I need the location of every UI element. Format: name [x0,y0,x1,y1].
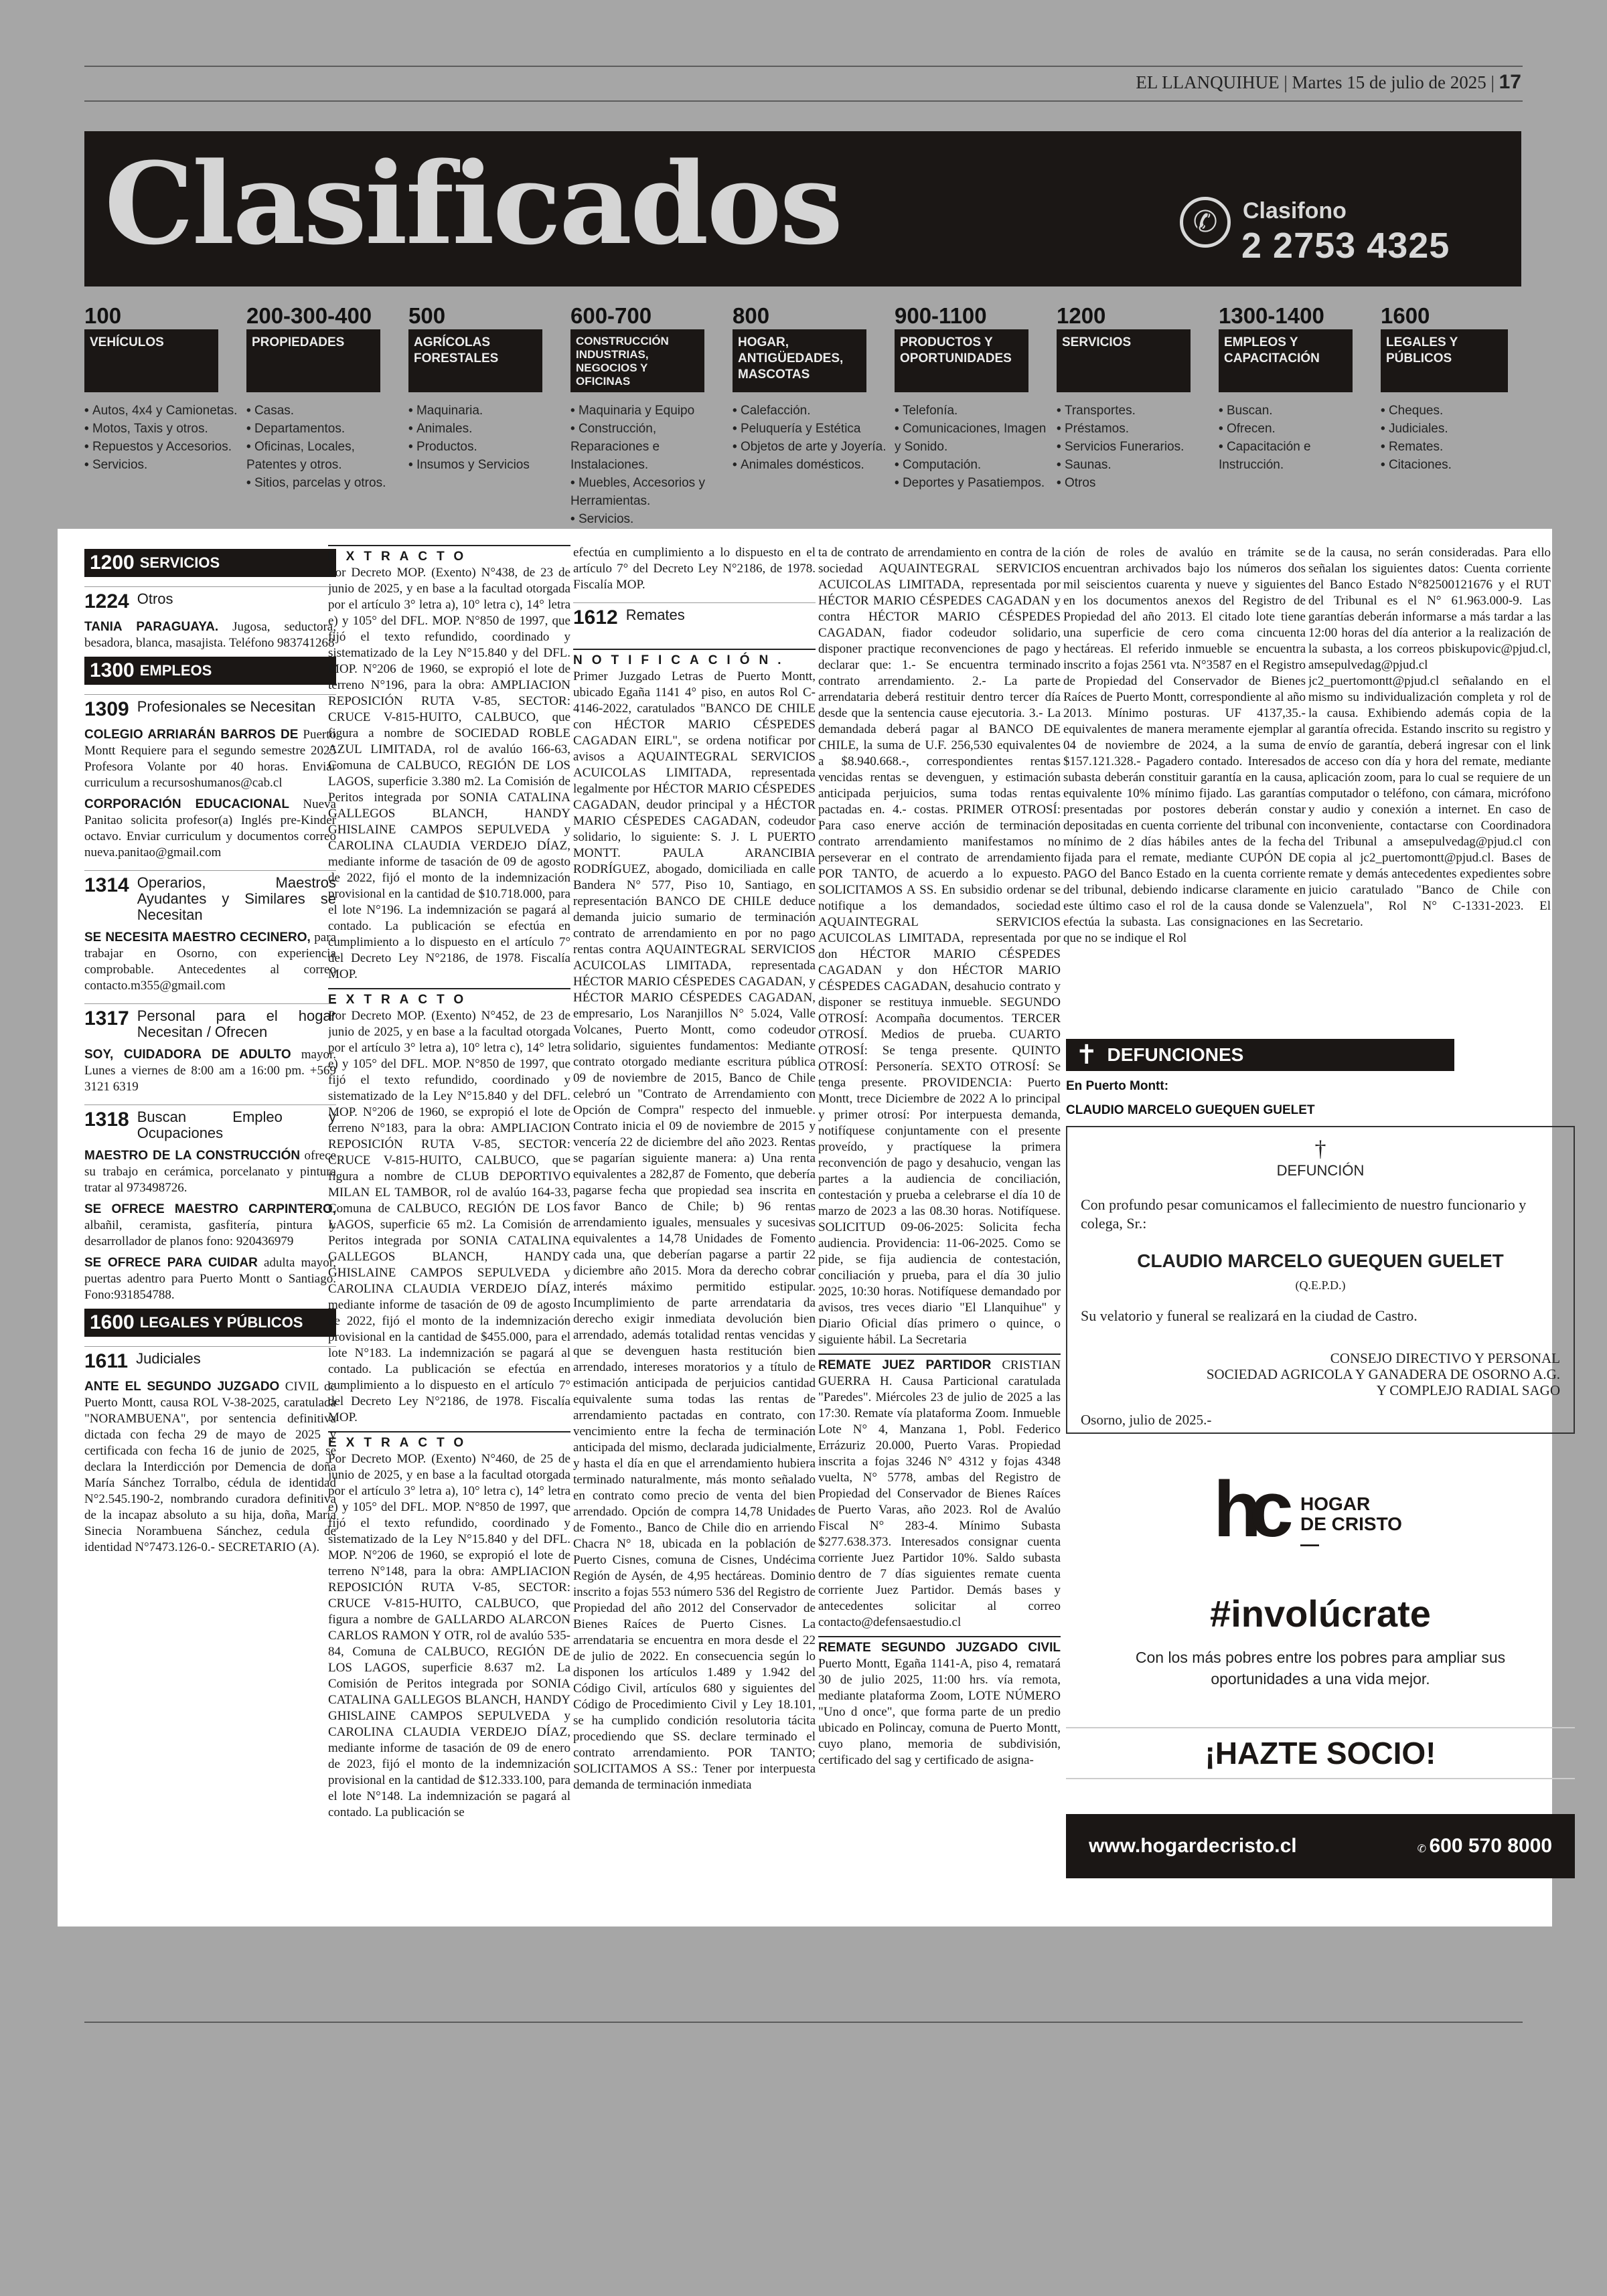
phone-icon: ✆ [1417,1843,1430,1855]
category-items [895,402,1049,492]
hogar-de-cristo-brand [1300,1494,1402,1554]
signature-line: CONSEJO DIRECTIVO Y PERSONAL [1330,1350,1560,1366]
classifieds-page [58,529,1560,1926]
notificacion-heading: NOTIFICACIÓN. [573,649,816,669]
cross-icon: † [1314,1137,1326,1161]
category-1600 [1381,303,1521,534]
subsection-1318 [84,1104,336,1141]
classified-ad [84,727,336,791]
category-item: • Cheques. [1381,402,1521,420]
category-item: • Capacitación e Instrucción. [1219,438,1373,474]
section-number: 1200 [84,555,140,571]
classified-ad [84,1379,336,1556]
subsection-title: Profesionales se Necesitan [137,698,316,715]
ad-lead: ANTE EL SEGUNDO JUZGADO [84,1380,280,1394]
notificacion-notice: Primer Juzgado Letras de Puerto Montt, ubicado Egaña 1141 4° piso, en autos Rol C- 4146-2022, caratulados "BANCO DE CHILE con HÉCTOR MARIO CÉSPEDES CAGADAN EIRL", se ordena notificar por avisos a AQUAINTEGRAL SERVICIOS ACUICOLAS LIMITADA, representada legalmente por HÉCTOR MARIO CÉSPEDES CAGADAN, deudor principal y a HÉCTOR MARIO CÉSPEDES CAGADAN, codeudor solidario, lo siguiente: S. J. L PUERTO MONTT. PAULA ARANCIBIA RODRÍGUEZ, abogado, domiciliada en calle Bandera N° 577, Piso 10, Santiago, en representación BANCO DE CHILE deduce demanda juicio sumario de terminación contrato de arrendamiento en por no pago rentas contra AQUAINTEGRAL SERVICIOS ACUICOLAS LIMITADA, representada HÉCTOR MARIO CÉSPEDES CAGADAN, y HÉCTOR MARIO CÉSPEDES CAGADAN, empresario, Los Naranjillos N° 5.024, Valle Volcanes, Puerto Montt, como codeudor solidario, siguientes fundamentos: Mediante contrato otorgado mediante escritura pública 09 de noviembre de 2015, Banco de Chile celebró un "Contrato de Arrendamiento con Opción de Compra" respecto del inmueble. Contrato inicia el 09 de noviembre de 2015 y vencería 22 de diciembre del año 2023. Rentas se pagarían siguiente manera: a) Una renta equivalentes a 282,87 de Fomento, que debería pagarse fecha que propiedad sea inscrita en favor Banco de Chile; b) 96 rentas arrendamiento iguales, mensuales y sucesivas equivalentes a 14,78 Unidades de Fomento cada una, que deberían pagarse a partir 22 diciembre año 2015. Mora da derecho cobrar interés máximo permitido estipular. Incumplimiento de parte arrendataria da derecho exigir inmediata devolución bien arrendado, además totalidad rentas vencidas y que se devenguen hasta restitución bien arrendado, intereses moratorios y a título de estimación anticipada de perjuicios cantidad equivalente suma todas las rentas de arrendamiento pactadas en contrato, con vencimiento entre la fecha de terminación anticipada del mismo, declarada judicialmente, y hasta el día en que el arrendamiento hubiera terminado naturalmente, más monto señalado en contrato como precio de venta del bien arrendado. Opción de compra 14,78 Unidades de Fomento., Banco de Chile dio en arriendo Chacra N° 18, ubicada en la población de Puerto Cisnes, comuna de Cisnes, Undécima Región de Aysén, de 4,95 hectáreas. Dominio inscrito a fojas 553 número 536 del Registro de Propiedad del año 2012 del Conservador de Bienes Raíces de Puerto Cisnes. La arrendataria se encuentra en mora desde el 22 de julio de 2022. En consecuencia según lo disponen los artículos 1.489 y 1.942 del Código Civil, artículos 680 y siguientes del Código de Procedimiento Civil y Ley 18.101, se ha cumplido condición resolutoria tácita procediendo que SS. declare terminado el contrato arrendamiento. POR TANTO; SOLICITAMOS A SS.: Tener por interpuesta demanda de terminación inmediata [573,669,816,1792]
classified-ad [84,1202,336,1250]
remate-notice [818,1354,1061,1631]
category-200-300-400 [246,303,400,534]
brand-line: HOGAR [1300,1493,1371,1514]
category-code: 100 [84,303,122,328]
category-name: EMPLEOS Y CAPACITACIÓN [1219,329,1353,392]
category-item: • Animales. [408,420,562,438]
category-items [733,402,887,474]
subsection-title: Personal para el hogar Necesitan / Ofrecen [137,1007,336,1040]
column-1 [84,545,336,1917]
category-name: AGRÍCOLAS FORESTALES [408,329,542,392]
ad-text: mayor. Lunes a viernes de 8:00 am a 16:00 pm. +569 3121 6319 [84,1048,336,1094]
page-number: 17 [1499,71,1521,93]
category-item: • Servicios Funerarios. [1057,438,1211,456]
ad-text: Nueva Panitao solicita profesor(a) Inglés pre-Kinder octavo. Enviar curriculum y documentos correo nueva.panitao@gmail.com [84,797,336,859]
ad-lead: REMATE SEGUNDO JUZGADO CIVIL [818,1641,1061,1655]
section-header-1600 [84,1309,336,1337]
category-item: • Servicios. [84,456,238,474]
category-items [1057,402,1211,492]
subsection-title: Judiciales [136,1350,201,1367]
category-1200 [1057,303,1211,534]
ad-lead: REMATE JUEZ PARTIDOR [818,1358,992,1372]
classified-ad [84,619,336,651]
subsection-title: Operarios, Maestros Ayudantes y Similares se Necesitan [137,874,336,923]
phone-group [1418,1835,1552,1858]
classified-ad [84,1047,336,1095]
category-items [84,402,238,474]
category-item: • Oficinas, Locales, Patentes y otros. [246,438,400,474]
classifieds-banner [84,131,1521,286]
subsection-title: Otros [137,590,173,607]
category-items [246,402,400,492]
category-item: • Motos, Taxis y otros. [84,420,238,438]
subsection-1314 [84,870,336,923]
subsection-number: 1317 [84,1007,129,1030]
category-code: 1600 [1381,303,1430,328]
category-item: • Productos. [408,438,562,456]
ad-lead: SE OFRECE PARA CUIDAR [84,1256,258,1270]
subsection-1317 [84,1003,336,1040]
masthead-rule [84,100,1523,102]
category-item: • Departamentos. [246,420,400,438]
section-title: SERVICIOS [139,554,220,571]
defunciones-city: En Puerto Montt: [1066,1079,1169,1093]
category-item: • Transportes. [1057,402,1211,420]
classified-ad [84,1255,336,1303]
cross-icon: ✝ [1075,1040,1098,1070]
column-3 [573,545,816,1917]
category-code: 200-300-400 [246,303,372,328]
ad-lead: CORPORACIÓN EDUCACIONAL [84,797,289,811]
category-900-1100 [895,303,1049,534]
classified-ad [84,1148,336,1196]
subsection-number: 1314 [84,874,129,896]
section-title: LEGALES Y PÚBLICOS [139,1314,303,1331]
section-number: 1300 [84,663,140,679]
category-800 [733,303,887,534]
ad-lead: COLEGIO ARRIARÁN BARROS DE [84,728,299,742]
category-items [570,402,724,528]
brand-dash: — [1300,1534,1319,1554]
obituary-notice [1066,1126,1575,1434]
category-item: • Peluquería y Estética [733,420,887,438]
category-code: 500 [408,303,446,328]
obituary-title: DEFUNCIÓN [1276,1162,1365,1179]
ad-text: CIVIL de Puerto Montt, causa ROL V-38-2025, caratulada "NORAMBUENA", por sentencia definitiva dictada con fecha 29 de mayo de 2025 y certificada con fecha 16 de junio de 2025, se declara la Interdicción por Demencia de doña María Sánchez Torralbo, cédula de identidad N°2.545.190-2, nombrando curadora definitiva de la incapaz absoluto a su hija, doña, María Sinecia Norambuena Sánchez, cedula de identidad N°7473.126-0.- SECRETARIO (A). [84,1380,336,1554]
column-5 [1063,545,1306,1027]
category-item: • Insumos y Servicios [408,456,562,474]
subsection-number: 1224 [84,590,129,612]
category-item: • Otros [1057,474,1211,492]
category-item: • Muebles, Accesorios y Herramientas. [570,474,724,510]
category-index [84,303,1521,534]
category-item: • Citaciones. [1381,456,1521,474]
clasifono-number: 2 2753 4325 [1241,226,1450,266]
join-cta: ¡HAZTE SOCIO! [1066,1727,1575,1779]
category-name: PRODUCTOS Y OPORTUNIDADES [895,329,1028,392]
extracto-heading: EXTRACTO [328,988,570,1008]
category-name: VEHÍCULOS [84,329,218,392]
defunciones-header [1066,1039,1454,1071]
remate-continued: de la causa, no serán consideradas. Para ello señalan los siguientes datos: Cuenta corriente del Banco Estado N°82500121676 y el RUT del Tribunal es el N° 61.963.000-9. Las garantías deberán informarse a más tardar a las 12:00 horas del día anterior a la realización de la subasta, a los correos pbiskupovic@pjud.cl, amsepulvedag@pjud.cl jc2_puertomontt@pjud.cl señalando en el mismo su individualización completa y rol de la causa. Exhibiendo además copia de la garantía ofrecida. Estando inscrito su registro y envío de garantía, deberá ingresar con el link de acceso con día y hora del remate, mediante aplicación zoom, para lo cual se requiere de un computador o teléfono, con cámara, micrófono y audio y conexión a internet. En caso de inconveniente, contactarse con Coordinadora del Tribunal a amsepulvedag@pjud.cl con copia al jc2_puertomontt@pjud.cl. Bases de remate y demás antecedentes expedientes sobre juicio caratulado "Banco de Chile con Valenzuela", Rol N° C-1331-2023. El Secretario. [1308,546,1551,929]
category-items [1219,402,1373,474]
category-item: • Computación. [895,456,1049,474]
obituary-name: CLAUDIO MARCELO GUEQUEN GUELET [1137,1250,1504,1271]
category-item: • Construcción, Reparaciones e Instalaciones. [570,420,724,474]
obituary-signature [1067,1350,1560,1398]
extracto-heading: EXTRACTO [328,545,570,565]
category-item: • Objetos de arte y Joyería. [733,438,887,456]
issue-date: Martes 15 de julio de 2025 [1292,72,1486,92]
remate-notice [818,1636,1061,1769]
ad-text: albañil, ceramista, gasfitería, pintura y desarrollador de planos fono: 920436979 [84,1218,336,1248]
ad-lead: MAESTRO DE LA CONSTRUCCIÓN [84,1149,301,1163]
category-500 [408,303,562,534]
category-name: HOGAR, ANTIGÜEDADES, MASCOTAS [733,329,866,392]
column-4 [818,545,1061,1917]
column-2 [328,545,570,1917]
category-item: • Sitios, parcelas y otros. [246,474,400,492]
classified-ad [84,797,336,861]
category-100 [84,303,238,534]
category-item: • Préstamos. [1057,420,1211,438]
category-code: 1300-1400 [1219,303,1324,328]
category-item: • Deportes y Pasatiempos. [895,474,1049,492]
category-item: • Casas. [246,402,400,420]
phone-icon: ✆ [1180,197,1231,248]
subsection-title: Buscan Empleo y Ocupaciones [137,1109,336,1141]
category-item: • Animales domésticos. [733,456,887,474]
extracto-notice: Por Decreto MOP. (Exento) N°460, de 25 de junio de 2025, y en base a la facultad otorgada por el artículo 3° letra a), 10° letra c), 14° letra e) y 105° del DFL. MOP. N°850 de 1997, que fijó el texto refundido, coordinado y sistematizado de la Ley N°15.840 y del DFL. MOP. N°206 de 1960, se expropió el lote de terreno N°148, para la obra: AMPLIACION REPOSICIÓN RUTA V-85, SECTOR: CRUCE V-815-HUITO, CALBUCO, que figura a nombre de GALLARDO ALARCON CARLOS RAMON Y OTR, rol de avalúo 535-84, Comuna de CALBUCO, REGIÓN DE LOS LAGOS, superficie 8.637 m2. La Comisión de Peritos integrada por SONIA CATALINA GALLEGOS BLANCH, HANDY GHISLAINE CAMPOS SEPULVEDA y CAROLINA CLAUDIA VERDEJO DÍAZ, mediante informe de tasación de 09 de enero de 2023, fijó el monto de la indemnización provisional en la cantidad de $12.333.100, para el lote N°148. La indemnización se pagará al contado. La publicación se [328,1452,570,1819]
subsection-1611 [84,1346,336,1372]
category-items [1381,402,1521,474]
subsection-1612 [573,602,816,629]
section-title: EMPLEOS [139,662,212,679]
campaign-hashtag: #involúcrate [1210,1592,1431,1635]
category-item: • Repuestos y Accesorios. [84,438,238,456]
ad-lead: SE NECESITA MAESTRO CECINERO, [84,930,311,945]
ad-text: ofrece su trabajo en cerámica, porcelanato y pintura tratar al 973498726. [84,1149,336,1195]
category-name: CONSTRUCCIÓN INDUSTRIAS, NEGOCIOS Y OFICINAS [570,329,704,392]
obituary-qepd: (Q.E.P.D.) [1295,1279,1346,1292]
bottom-rule [84,2022,1523,2023]
category-item: • Telefonía. [895,402,1049,420]
ad-text: adulta mayor, puertas adentro para Puerto Montt o Santiago. Fono:931854788. [84,1256,336,1302]
section-header-1200 [84,549,336,577]
subsection-number: 1318 [84,1109,129,1131]
section-title: Clasificados [104,137,842,270]
website-link[interactable]: www.hogardecristo.cl [1089,1835,1297,1857]
ad-lead: SE OFRECE MAESTRO CARPINTERO, [84,1202,336,1216]
category-item: • Buscan. [1219,402,1373,420]
category-item: • Judiciales. [1381,420,1521,438]
ad-text: CRISTIAN GUERRA H. Causa Particional caratulada "Paredes". Miércoles 23 de julio de 2025 a las 17:30. Remate vía plataforma Zoom. Inmueble Lote N° 4, Manzana 1, Pobl. Federico Errázuriz 20.000, Puerto Varas. Propiedad inscrita a fojas 3246 N° 4312 y fojas 4348 vuelta, N° 5778, ambas del Registro de Propiedad del Conservador de Bienes Raíces de Puerto Varas, año 2023. Rol de Avalúo Fiscal N° 283-4. Mínimo Subasta $277.638.373. Interesados consignar cuenta corriente Juez Partidor 10%. Saldo subasta dentro de 7 días siguientes remate cuenta corriente Juez Partidor. Demás bases y antecedentes solicitar al correo contacto@defensaestudio.cl [818,1358,1061,1629]
category-item: • Saunas. [1057,456,1211,474]
category-code: 600-700 [570,303,652,328]
category-item: • Maquinaria y Equipo [570,402,724,420]
subsection-number: 1611 [84,1350,129,1372]
category-name: PROPIEDADES [246,329,380,392]
defunciones-title: DEFUNCIONES [1107,1044,1244,1065]
subsection-1224 [84,586,336,612]
category-items [408,402,562,474]
section-number: 1600 [84,1315,140,1331]
notice-continued: efectúa en cumplimiento a lo dispuesto en el artículo 7° del Decreto Ley N°2186, de 1978. Fiscalía MOP. [573,546,816,592]
ad-text: para trabajar en Osorno, con experiencia comprobable. Antecedentes al correo contacto.m355@gmail.com [84,930,336,993]
phone-number: 600 570 8000 [1429,1835,1552,1857]
classified-ad [84,930,336,994]
category-1300-1400 [1219,303,1373,534]
brand-line: DE CRISTO [1300,1513,1402,1534]
notificacion-continued: ta de contrato de arrendamiento en contra de la sociedad AQUAINTEGRAL SERVICIOS ACUICOLAS LIMITADA, representada por HÉCTOR MARIO CÉSPEDES CAGADAN y contra HÉCTOR MARIO CÉSPEDES CAGADAN, fiador codeudor solidario, disponer practique reconvenciones de pago y declarar que: 1.- Se encuentra terminado contrato arrendamiento. 2.- La parte arrendataria deberá restituir dentro tercer día desde que la sentencia cause ejecutoria. 3.- La demandada deberá pagar al BANCO DE CHILE, la suma de U.F. 256,530 equivalentes a $8.940.668.-, correspondientes rentas vencidas rentas se devenguen, y estimación anticipada perjuicios, suma todas rentas pactadas en. 4.- costas. PRIMER OTROSÍ: Para caso enerve acción de terminación contrato arrendamiento manifestamos no perseverar en el contrato de arrendamiento POR TANTO, de acuerdo a lo expuesto. SOLICITAMOS A SS. En subsidio ordenar se notifique a los demandados, sociedad AQUAINTEGRAL SERVICIOS ACUICOLAS LIMITADA, representada por don HÉCTOR MARIO CÉSPEDES CAGADAN y don HÉCTOR MARIO CÉSPEDES CAGADAN, desahucio contrato y disponer se restituya inmueble. SEGUNDO OTROSÍ: Acompaña documentos. TERCER OTROSÍ. Medios de prueba. CUARTO OTROSÍ: Se tenga presente. QUINTO OTROSÍ: Personería. SEXTO OTROSÍ: Se tenga presente. PROVIDENCIA: Puerto Montt, trece Diciembre de 2022 A lo principal y primer otrosí: Por interpuesta demanda, notifíquese conjuntamente con el presente proveído, y practíquese la primera reconvención de pago y desahucio, vengan las partes a la audiencia de conciliación, contestación y prueba a celebrarse el día 10 de marzo de 2023 a las 08.30 horas. Notifíquese. SOLICITUD 09-06-2025: Solicita fecha audiencia. Providencia: 11-06-2025. Como se pide, se fija audiencia de contestación, conciliación y prueba, para el día 30 julio 2025, 10:30 horas. Notifíquese demandado por avisos, tres veces diario "El Llanquihue" y Diario Oficial días primero o quince, o siguiente hábil. La Secretaria [818,546,1061,1347]
extracto-notice: Por Decreto MOP. (Exento) N°438, de 23 de junio de 2025, y en base a la facultad otorgada por el artículo 3° letra a), 10° letra c), 14° letra e) y 105° del DFL. MOP. N°850 de 1997, que fijó el texto refundido, coordinado y sistematizado de la Ley N°15.840 y del DFL. MOP. N°206 de 1960, se expropió el lote de terreno N°196, para la obra: AMPLIACION REPOSICIÓN RUTA V-85, SECTOR: CRUCE V-815-HUITO, CALBUCO, que figura a nombre de SOCIEDAD ROBLE AZUL LIMITADA, rol de avalúo 166-63, Comuna de CALBUCO, REGIÓN DE LOS LAGOS, superficie 3.380 m2. La Comisión de Peritos integrada por SONIA CATALINA GALLEGOS BLANCH, HANDY GHISLAINE CAMPOS SEPULVEDA y CAROLINA CLAUDIA VERDEJO DÍAZ, mediante informe de tasación de 09 de agosto de 2022, fijó el monto de la indemnización provisional en la cantidad de $10.718.000, para el lote N°196. La indemnización se pagará al contado. La publicación se efectúa en cumplimiento a lo dispuesto en el artículo 7° del Decreto Ley N°2186, de 1978. Fiscalía MOP. [328,566,570,981]
paper-name: EL LLANQUIHUE [1136,72,1280,92]
ad-lead: TANIA PARAGUAYA. [84,620,219,634]
ad-lead: SOY, CUIDADORA DE ADULTO [84,1048,291,1062]
category-item: • Servicios. [570,510,724,528]
section-header-1300 [84,657,336,685]
obituary-place-date: Osorno, julio de 2025.- [1081,1412,1212,1428]
hogar-de-cristo-ad [1066,1446,1575,1901]
masthead: EL LLANQUIHUE | Martes 15 de julio de 2025 | 17 [1136,71,1521,93]
subsection-number: 1612 [573,606,618,629]
category-name: LEGALES Y PÚBLICOS [1381,329,1508,392]
signature-line: Y COMPLEJO RADIAL SAGO [1376,1382,1560,1398]
hogar-de-cristo-logo: hc [1213,1465,1282,1554]
category-code: 900-1100 [895,303,987,328]
category-600-700 [570,303,724,534]
ad-text: Puerto Montt Requiere para el segundo semestre 2025 Profesora Volante por 40 horas. Enviar curriculum a recursoshumanos@cab.cl [84,728,336,790]
remate-continued: ción de roles de avalúo en trámite se encuentran archivados bajo los números dos mil seiscientos cuarenta y nueve y siguientes en los documentos anexos del Registro de Propiedad del año 2013. El citado lote tiene una superficie de cero coma cincuenta hectáreas. El referido inmueble se encuentra inscrito a fojas 2561 vta. N°3587 en el Registro de Propiedad del Conservador de Bienes Raíces de Puerto Montt, correspondiente al año 2013. Mínimo posturas. UF 4137,35.- equivalentes de manera meramente ejemplar al 04 de noviembre de 2024, a la suma de $157.121.328.- Pagadero contado. Interesados subasta deberán constituir garantía en la causa, equivalente 10% mínimo fijado. Las garantías presentadas por postores deberán constar depositadas en cuenta corriente del tribunal con mínimo de 2 días hábiles antes de la fecha fijada para el remate, mediante CUPÓN DE PAGO del Banco Estado en la cuenta corriente del tribunal, debiendo indicarse claramente en este último caso el rol de la causa donde se efectúa la subasta. Las consignaciones en las que no se indique el Rol [1063,546,1306,945]
category-code: 800 [733,303,770,328]
signature-line: SOCIEDAD AGRICOLA Y GANADERA DE OSORNO A.G. [1206,1366,1560,1382]
campaign-subtitle: Con los más pobres entre los pobres para ampliar sus oportunidades a una vida mejor. [1135,1649,1506,1688]
top-rule [84,66,1523,67]
column-6 [1308,545,1551,1027]
subsection-number: 1309 [84,698,129,720]
subsection-title: Remates [625,606,685,623]
category-item: • Remates. [1381,438,1521,456]
category-item: • Ofrecen. [1219,420,1373,438]
category-item: • Autos, 4x4 y Camionetas. [84,402,238,420]
category-item: • Comunicaciones, Imagen y Sonido. [895,420,1049,456]
extracto-notice: Por Decreto MOP. (Exento) N°452, de 23 de junio de 2025, y en base a la facultad otorgada por el artículo 3° letra a), 10° letra c), 14° letra e) y 105° del DFL. MOP. N°850 de 1997, que fijó el texto refundido, coordinado y sistematizado de la Ley N°15.840 y del DFL. MOP. N°206 de 1960, se expropió el lote de terreno N°183, para la obra: AMPLIACION REPOSICIÓN RUTA V-85, SECTOR: CRUCE V-815-HUITO, CALBUCO, que figura a nombre de CLUB DEPORTIVO MILAN EL TAMBOR, rol de avalúo 164-33, Comuna de CALBUCO, REGIÓN DE LOS LAGOS, superficie 65 m2. La Comisión de Peritos integrada por SONIA CATALINA GALLEGOS BLANCH, HANDY GHISLAINE CAMPOS SEPULVEDA y CAROLINA CLAUDIA VERDEJO DÍAZ, mediante informe de tasación de 09 de agosto de 2022, fijó el monto de la indemnización provisional en la cantidad de $455.000, para el lote N°183. La indemnización se pagará al contado. La publicación se efectúa en cumplimiento a lo dispuesto en el artículo 7° del Decreto Ley N°2186, de 1978. Fiscalía MOP. [328,1009,570,1424]
deceased-name: CLAUDIO MARCELO GUEQUEN GUELET [1066,1103,1315,1117]
ad-text: Jugosa, seductora, besadora, blanca, masajista. Teléfono 983741268 [84,620,336,650]
extracto-heading: EXTRACTO [328,1431,570,1451]
clasifono-label: Clasifono [1243,198,1347,224]
category-code: 1200 [1057,303,1106,328]
category-name: SERVICIOS [1057,329,1191,392]
subsection-1309 [84,694,336,720]
ad-text: Puerto Montt, Egaña 1141-A, piso 4, rematará 30 de julio 2025, 11:00 hrs. vía remota, mediante plataforma Zoom, LOTE NÚMERO "Uno d once", que forma parte de un predio ubicado en Polincay, comuna de Puerto Montt, cuyo plano, memoria de subdivisión, certificado del sag y certificado de asigna- [818,1657,1061,1767]
ad-footer [1066,1814,1575,1878]
obituary-wake: Su velatorio y funeral se realizará en la ciudad de Castro. [1081,1307,1418,1324]
obituary-intro: Con profundo pesar comunicamos el fallecimiento de nuestro funcionario y colega, Sr.: [1081,1196,1527,1232]
category-item: • Maquinaria. [408,402,562,420]
category-item: • Calefacción. [733,402,887,420]
